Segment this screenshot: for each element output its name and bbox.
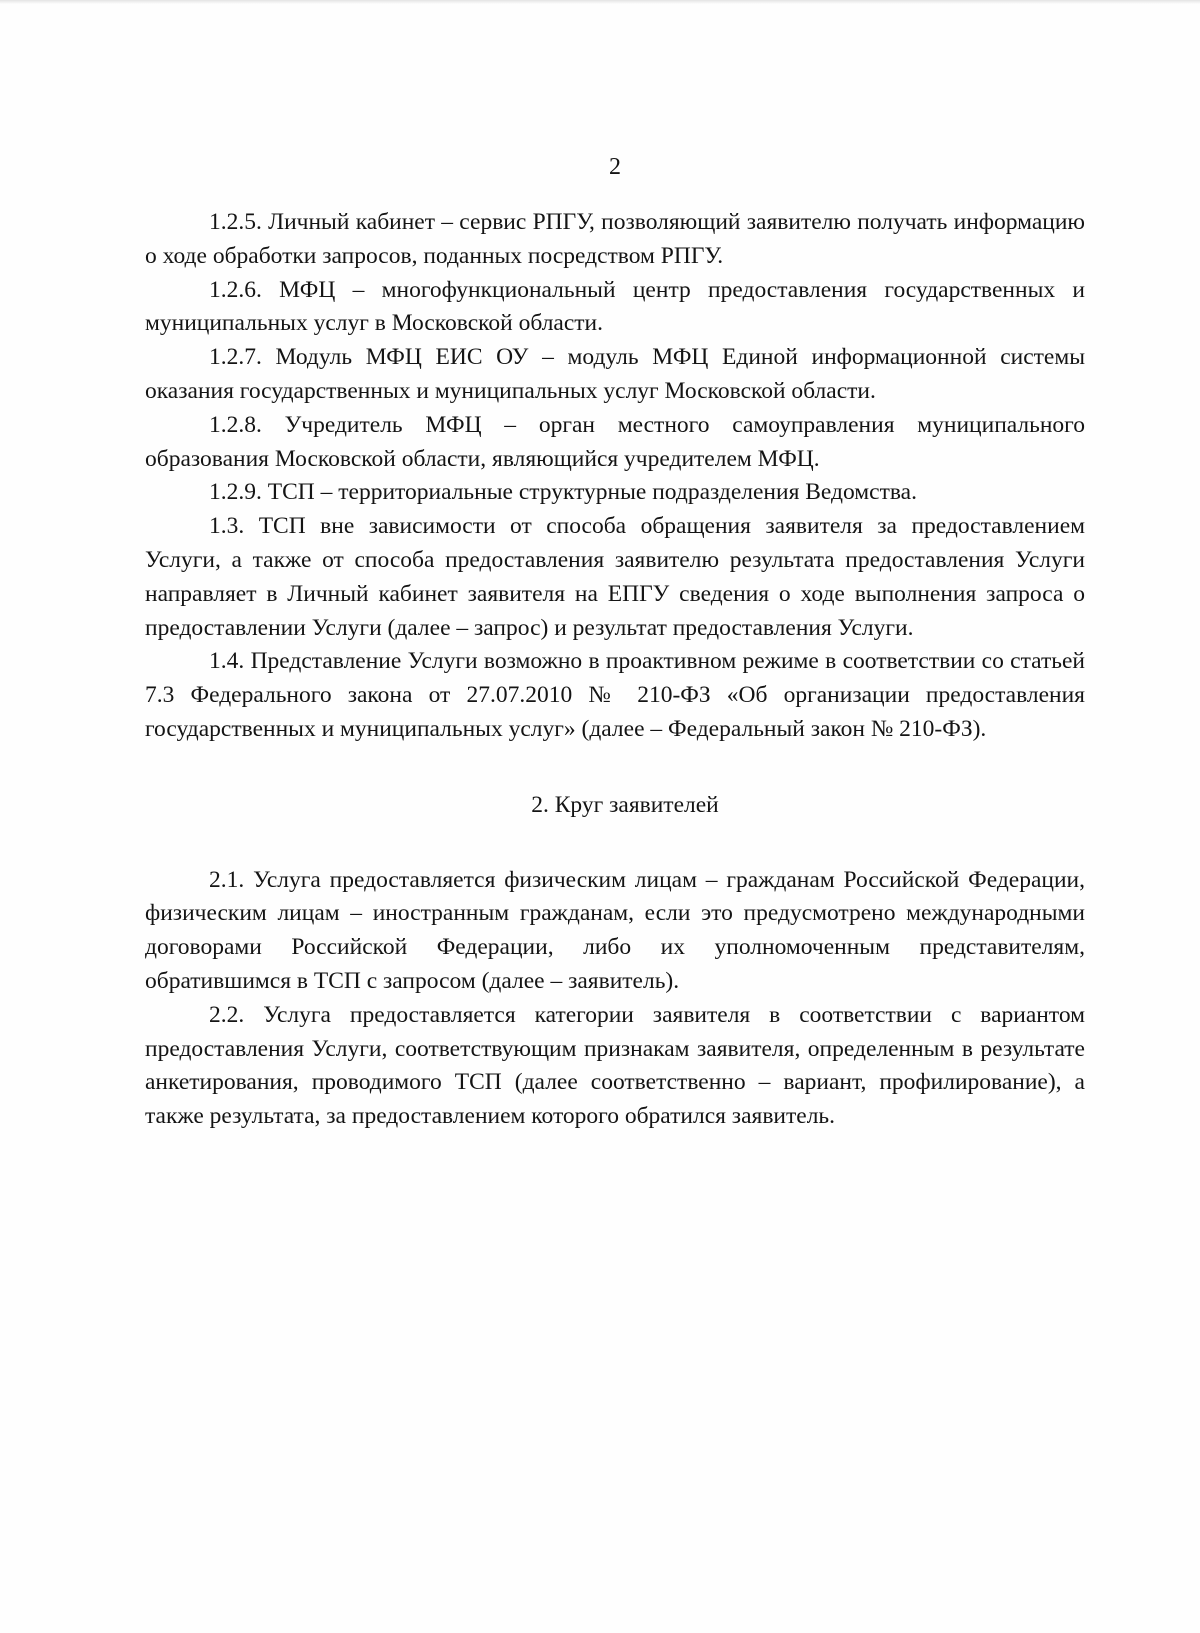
- scan-edge: [0, 0, 1200, 4]
- paragraph-1-2-9: 1.2.9. ТСП – территориальные структурные подразделения Ведомства.: [209, 479, 917, 506]
- paragraph-1-2-5: 1.2.5. Личный кабинет – сервис РПГУ, позволяющий заявителю получать информацию о ходе обработки запросов, поданных посредством РПГУ.: [145, 209, 1085, 269]
- paragraph-2-2: 2.2. Услуга предоставляется категории заявителя в соответствии с вариантом предоставления Услуги, соответствующим признакам заявителя, определенным в результате анкетирования, проводимого ТСП (далее соответственно – вариант, профилирование), а также результата, за предоставлением которого обратился заявитель.: [145, 1001, 1085, 1130]
- paragraph-1-2-6: 1.2.6. МФЦ – многофункциональный центр предоставления государственных и муниципальных услуг в Московской области.: [145, 276, 1085, 337]
- page-number: 2: [609, 154, 621, 180]
- section-2-heading: 2. Круг заявителей: [531, 791, 719, 818]
- paragraph-2-1: 2.1. Услуга предоставляется физическим лицам – гражданам Российской Федерации, физическим лицам – иностранным гражданам, если это предусмотрено международными договорами Российской Федерации, либо их уполномоченным представителям, обратившимся в ТСП с запросом (далее – заявитель).: [145, 866, 1085, 994]
- document-body: [145, 206, 1085, 1134]
- paragraph-1-4: 1.4. Представление Услуги возможно в проактивном режиме в соответствии со статьей 7.3 Федерального закона от 27.07.2010 № 210-ФЗ «Об организации предоставления государственных и муниципальных услуг» (далее – Федеральный закон № 210-ФЗ).: [145, 648, 1085, 742]
- paragraph-1-3: 1.3. ТСП вне зависимости от способа обращения заявителя за предоставлением Услуги, а также от способа предоставления заявителю результата предоставления Услуги направляет в Личный кабинет заявителя на ЕПГУ сведения о ходе выполнения запроса о предоставлении Услуги (далее – запрос) и результат предоставления Услуги.: [145, 513, 1085, 641]
- paragraph-1-2-8: 1.2.8. Учредитель МФЦ – орган местного самоуправления муниципального образования Московской области, являющийся учредителем МФЦ.: [145, 411, 1085, 472]
- paragraph-1-2-7: 1.2.7. Модуль МФЦ ЕИС ОУ – модуль МФЦ Единой информационной системы оказания государственных и муниципальных услуг Московской области.: [145, 344, 1085, 404]
